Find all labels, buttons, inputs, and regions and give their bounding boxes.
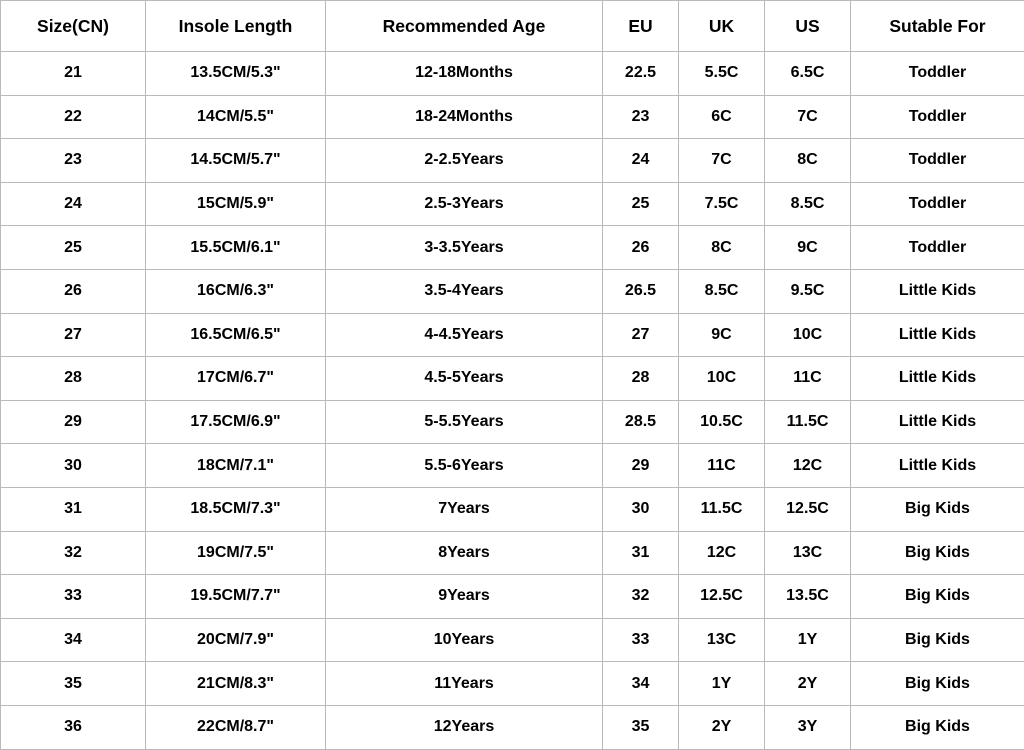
table-row	[1, 95, 1024, 139]
cell-insole-length: 21CM/8.3"	[146, 662, 326, 706]
cell-eu: 33	[603, 618, 679, 662]
cell-eu: 26	[603, 226, 679, 270]
cell-size-cn: 31	[1, 487, 146, 531]
cell-us: 11C	[765, 357, 851, 401]
cell-uk: 8C	[679, 226, 765, 270]
cell-uk: 2Y	[679, 705, 765, 749]
cell-recommended-age: 9Years	[326, 575, 603, 619]
cell-suitable-for: Toddler	[851, 139, 1024, 183]
cell-uk: 12C	[679, 531, 765, 575]
cell-us: 6.5C	[765, 52, 851, 96]
cell-size-cn: 22	[1, 95, 146, 139]
table-row	[1, 182, 1024, 226]
cell-insole-length: 16.5CM/6.5"	[146, 313, 326, 357]
cell-recommended-age: 3-3.5Years	[326, 226, 603, 270]
table-row	[1, 618, 1024, 662]
cell-recommended-age: 4-4.5Years	[326, 313, 603, 357]
cell-insole-length: 15.5CM/6.1"	[146, 226, 326, 270]
cell-suitable-for: Toddler	[851, 226, 1024, 270]
cell-eu: 34	[603, 662, 679, 706]
cell-recommended-age: 10Years	[326, 618, 603, 662]
cell-uk: 5.5C	[679, 52, 765, 96]
cell-uk: 1Y	[679, 662, 765, 706]
cell-suitable-for: Big Kids	[851, 531, 1024, 575]
cell-suitable-for: Little Kids	[851, 444, 1024, 488]
cell-uk: 11.5C	[679, 487, 765, 531]
table-row	[1, 575, 1024, 619]
cell-us: 13C	[765, 531, 851, 575]
table-row	[1, 357, 1024, 401]
cell-insole-length: 20CM/7.9"	[146, 618, 326, 662]
cell-recommended-age: 8Years	[326, 531, 603, 575]
cell-suitable-for: Toddler	[851, 52, 1024, 96]
cell-recommended-age: 4.5-5Years	[326, 357, 603, 401]
cell-suitable-for: Little Kids	[851, 313, 1024, 357]
table-header-row	[1, 1, 1024, 52]
cell-eu: 26.5	[603, 269, 679, 313]
cell-insole-length: 18CM/7.1"	[146, 444, 326, 488]
cell-insole-length: 19.5CM/7.7"	[146, 575, 326, 619]
cell-uk: 13C	[679, 618, 765, 662]
cell-insole-length: 15CM/5.9"	[146, 182, 326, 226]
cell-recommended-age: 5-5.5Years	[326, 400, 603, 444]
cell-suitable-for: Little Kids	[851, 357, 1024, 401]
cell-us: 12C	[765, 444, 851, 488]
cell-insole-length: 17.5CM/6.9"	[146, 400, 326, 444]
cell-uk: 6C	[679, 95, 765, 139]
cell-uk: 7C	[679, 139, 765, 183]
table-row	[1, 269, 1024, 313]
table-header	[1, 1, 1024, 52]
cell-suitable-for: Big Kids	[851, 575, 1024, 619]
cell-insole-length: 16CM/6.3"	[146, 269, 326, 313]
cell-eu: 28.5	[603, 400, 679, 444]
cell-recommended-age: 2.5-3Years	[326, 182, 603, 226]
table-row	[1, 662, 1024, 706]
cell-eu: 23	[603, 95, 679, 139]
cell-uk: 12.5C	[679, 575, 765, 619]
cell-size-cn: 29	[1, 400, 146, 444]
cell-uk: 8.5C	[679, 269, 765, 313]
cell-eu: 27	[603, 313, 679, 357]
cell-suitable-for: Toddler	[851, 95, 1024, 139]
table-body	[1, 52, 1024, 750]
cell-size-cn: 36	[1, 705, 146, 749]
cell-eu: 28	[603, 357, 679, 401]
table-row	[1, 52, 1024, 96]
column-header-us: US	[765, 1, 851, 52]
cell-us: 9C	[765, 226, 851, 270]
cell-uk: 11C	[679, 444, 765, 488]
cell-us: 12.5C	[765, 487, 851, 531]
cell-us: 3Y	[765, 705, 851, 749]
cell-eu: 31	[603, 531, 679, 575]
cell-recommended-age: 12-18Months	[326, 52, 603, 96]
cell-insole-length: 18.5CM/7.3"	[146, 487, 326, 531]
cell-recommended-age: 3.5-4Years	[326, 269, 603, 313]
table-row	[1, 226, 1024, 270]
column-header-insole-length: Insole Length	[146, 1, 326, 52]
cell-size-cn: 21	[1, 52, 146, 96]
cell-recommended-age: 7Years	[326, 487, 603, 531]
cell-size-cn: 23	[1, 139, 146, 183]
cell-eu: 30	[603, 487, 679, 531]
table-row	[1, 487, 1024, 531]
cell-size-cn: 35	[1, 662, 146, 706]
cell-size-cn: 32	[1, 531, 146, 575]
cell-eu: 32	[603, 575, 679, 619]
cell-insole-length: 19CM/7.5"	[146, 531, 326, 575]
cell-us: 11.5C	[765, 400, 851, 444]
cell-size-cn: 25	[1, 226, 146, 270]
table-row	[1, 444, 1024, 488]
column-header-uk: UK	[679, 1, 765, 52]
table-row	[1, 313, 1024, 357]
cell-suitable-for: Big Kids	[851, 487, 1024, 531]
cell-size-cn: 34	[1, 618, 146, 662]
cell-size-cn: 30	[1, 444, 146, 488]
cell-suitable-for: Little Kids	[851, 400, 1024, 444]
cell-size-cn: 28	[1, 357, 146, 401]
cell-size-cn: 24	[1, 182, 146, 226]
column-header-recommended-age: Recommended Age	[326, 1, 603, 52]
cell-insole-length: 14CM/5.5"	[146, 95, 326, 139]
cell-insole-length: 14.5CM/5.7"	[146, 139, 326, 183]
cell-us: 2Y	[765, 662, 851, 706]
cell-uk: 10C	[679, 357, 765, 401]
cell-recommended-age: 12Years	[326, 705, 603, 749]
cell-recommended-age: 2-2.5Years	[326, 139, 603, 183]
cell-size-cn: 26	[1, 269, 146, 313]
cell-us: 8.5C	[765, 182, 851, 226]
cell-insole-length: 13.5CM/5.3"	[146, 52, 326, 96]
cell-us: 8C	[765, 139, 851, 183]
column-header-eu: EU	[603, 1, 679, 52]
table-row	[1, 531, 1024, 575]
cell-recommended-age: 18-24Months	[326, 95, 603, 139]
cell-suitable-for: Toddler	[851, 182, 1024, 226]
cell-eu: 35	[603, 705, 679, 749]
cell-suitable-for: Big Kids	[851, 618, 1024, 662]
cell-us: 10C	[765, 313, 851, 357]
cell-suitable-for: Big Kids	[851, 662, 1024, 706]
table-row	[1, 400, 1024, 444]
column-header-suitable-for: Sutable For	[851, 1, 1024, 52]
cell-uk: 9C	[679, 313, 765, 357]
cell-eu: 25	[603, 182, 679, 226]
cell-suitable-for: Little Kids	[851, 269, 1024, 313]
cell-eu: 29	[603, 444, 679, 488]
cell-size-cn: 33	[1, 575, 146, 619]
cell-recommended-age: 11Years	[326, 662, 603, 706]
cell-uk: 10.5C	[679, 400, 765, 444]
column-header-size-cn: Size(CN)	[1, 1, 146, 52]
cell-insole-length: 22CM/8.7"	[146, 705, 326, 749]
cell-recommended-age: 5.5-6Years	[326, 444, 603, 488]
table-row	[1, 705, 1024, 749]
cell-uk: 7.5C	[679, 182, 765, 226]
cell-us: 13.5C	[765, 575, 851, 619]
cell-insole-length: 17CM/6.7"	[146, 357, 326, 401]
cell-eu: 22.5	[603, 52, 679, 96]
cell-suitable-for: Big Kids	[851, 705, 1024, 749]
cell-us: 7C	[765, 95, 851, 139]
cell-us: 9.5C	[765, 269, 851, 313]
cell-eu: 24	[603, 139, 679, 183]
cell-us: 1Y	[765, 618, 851, 662]
cell-size-cn: 27	[1, 313, 146, 357]
table-row	[1, 139, 1024, 183]
